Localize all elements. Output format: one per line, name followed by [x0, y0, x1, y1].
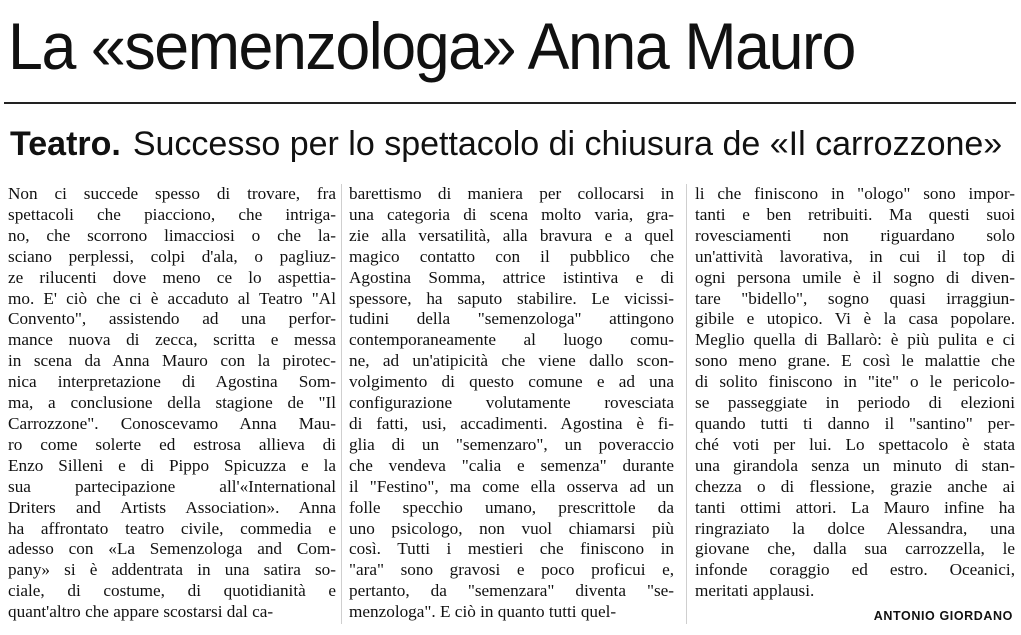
- headline-rule: [4, 102, 1016, 104]
- column-divider: [686, 184, 687, 624]
- article-column-2: [349, 184, 674, 623]
- article-text-line: uno psicologo, non vuol chiamarsi più: [349, 518, 674, 538]
- article-text-line: Meglio quella di Ballarò: è più pulita e ci: [695, 330, 1015, 350]
- article-text-line: ne, ad un'atipicità che viene dallo scon-: [349, 351, 674, 371]
- article-text-line: in scena da Anna Mauro con la pirotec-: [8, 351, 336, 371]
- article-text-line: Non ci succede spesso di trovare, fra: [8, 184, 336, 203]
- article-text-line: volgimento di questo comune e ad una: [349, 372, 674, 392]
- article-text-line: pany» si è addentrata in una satira so-: [8, 560, 336, 580]
- article-text-line: ogni persona umile è il sogno di diven-: [695, 267, 1015, 287]
- article-text-line: menzologa". E ciò in quanto tutti quel-: [349, 602, 617, 622]
- article-text-line: "ara" sono gravosi e poco proficui e,: [349, 560, 674, 580]
- article-text-line: di fatti, usi, accadimenti. Agostina è fi-: [349, 413, 674, 433]
- article-text-line: una girandola senza un minuto di stan-: [695, 455, 1015, 475]
- article-text-line: così. Tutti i mestieri che finiscono in: [349, 539, 674, 559]
- article-text-line: mo. E' ciò che ci è accaduto al Teatro "Al: [8, 288, 336, 308]
- article-text-line: sono meno grane. E così le malattie che: [695, 351, 1015, 371]
- article-column-1: [8, 184, 336, 623]
- article-text-line: chezza o di flessione, grazie anche ai: [695, 476, 1015, 496]
- article-text-line: che vendeva "calia e semenza" durante: [349, 455, 674, 475]
- article-text-line: configurazione volutamente rovesciata: [349, 393, 674, 413]
- article-text-line: ha affrontato teatro civile, commedia e: [8, 518, 336, 538]
- article-text-line: ciale, di costume, di quotidianità e: [8, 581, 336, 601]
- article-text-line: tanti ottimi attori. La Mauro infine ha: [695, 497, 1015, 517]
- article-text-line: li che finiscono in "ologo" sono impor-: [695, 184, 1015, 203]
- article-text-line: Enzo Silleni e di Pippo Spicuzza e la: [8, 455, 336, 475]
- article-text-line: pertanto, da "semenzara" diventa "se-: [349, 581, 674, 601]
- article-text-line: sua partecipazione all'«International: [8, 476, 336, 496]
- article-text-line: se passeggiate in periodo di elezioni: [695, 393, 1015, 413]
- article-text-line: magico contatto con il pubblico che: [349, 246, 674, 266]
- article-text-line: un'attività lavorativa, in cui il top di: [695, 246, 1015, 266]
- article-text-line: zie alla versatilità, alla bravura e a quel: [349, 225, 674, 245]
- article-text-line: infonde coraggio ed estro. Oceanici,: [695, 560, 1015, 580]
- article-text-line: ma, a conclusione della stagione de "Il: [8, 393, 336, 413]
- article-text-line: ro come solerte ed estrosa allieva di: [8, 434, 336, 454]
- article-text-line: rovesciamenti non riguardano solo: [695, 225, 1015, 245]
- article-text-line: meritati applausi.: [695, 581, 815, 601]
- subheadline-text: Successo per lo spettacolo di chiusura de «Il carrozzone»: [132, 125, 1003, 163]
- article-text-line: contemporaneamente al luogo comu-: [349, 330, 674, 350]
- article-text-line: Agostina Somma, attrice istintiva e di: [349, 267, 674, 287]
- article-text-line: nica interpretazione di Agostina Som-: [8, 372, 336, 392]
- section-kicker: Teatro.: [10, 125, 121, 163]
- article-text-line: ché voti per lui. Lo spettacolo è stata: [695, 434, 1015, 454]
- article-text-line: tare "bidello", sogno quasi irraggiun-: [695, 288, 1015, 308]
- subheadline: [10, 119, 1015, 169]
- article-text-line: glia di un "semenzaro", un poveraccio: [349, 434, 674, 454]
- article-text-line: Carrozzone". Conoscevamo Anna Mau-: [8, 413, 336, 433]
- article-text-line: mance nuova di zecca, scritta e messa: [8, 330, 336, 350]
- article-text-line: ringraziato la dolce Alessandra, una: [695, 518, 1015, 538]
- article-text-line: Driters and Artists Association». Anna: [8, 497, 336, 517]
- article-text-line: spessore, ha saputo stabilire. Le vicissi-: [349, 288, 674, 308]
- article-text-line: giovane che, dalla sua carrozzella, le: [695, 539, 1015, 559]
- article-text-line: spettacoli che piacciono, che intriga-: [8, 204, 336, 224]
- article-text-line: gibile e utopico. Vi è la casa popolare.: [695, 309, 1015, 329]
- column-divider: [341, 184, 342, 624]
- article-column-3: [695, 184, 1015, 602]
- headline: La «semenzologa» Anna Mauro: [8, 9, 855, 83]
- article-text-line: Convento", assistendo ad una perfor-: [8, 309, 336, 329]
- article-text-line: folle specchio umano, prescrittole da: [349, 497, 674, 517]
- article-text-line: barettismo di maniera per collocarsi in: [349, 184, 674, 203]
- byline: ANTONIO GIORDANO: [873, 609, 1013, 623]
- article-text-line: adesso con «La Semenzologa and Com-: [8, 539, 336, 559]
- article-text-line: no, che scorrono limacciosi o che la-: [8, 225, 336, 245]
- article-text-line: una categoria di scena molto varia, gra-: [349, 204, 674, 224]
- article-text-line: tudini della "semenzologa" attingono: [349, 309, 674, 329]
- article-text-line: sciano perplessi, colpi d'ala, o pagliuz-: [8, 246, 336, 266]
- article-text-line: tanti e ben retribuiti. Ma questi suoi: [695, 204, 1015, 224]
- article-text-line: di solito finiscono in "ite" o le pericolo-: [695, 372, 1015, 392]
- article-text-line: il "Festino", ma come ella osserva ad un: [349, 476, 674, 496]
- article-text-line: quando tutti ti danno il "santino" per-: [695, 413, 1015, 433]
- article-text-line: quant'altro che appare scostarsi dal ca-: [8, 602, 274, 622]
- article-text-line: ze rilucenti dove meno ce lo aspettia-: [8, 267, 336, 287]
